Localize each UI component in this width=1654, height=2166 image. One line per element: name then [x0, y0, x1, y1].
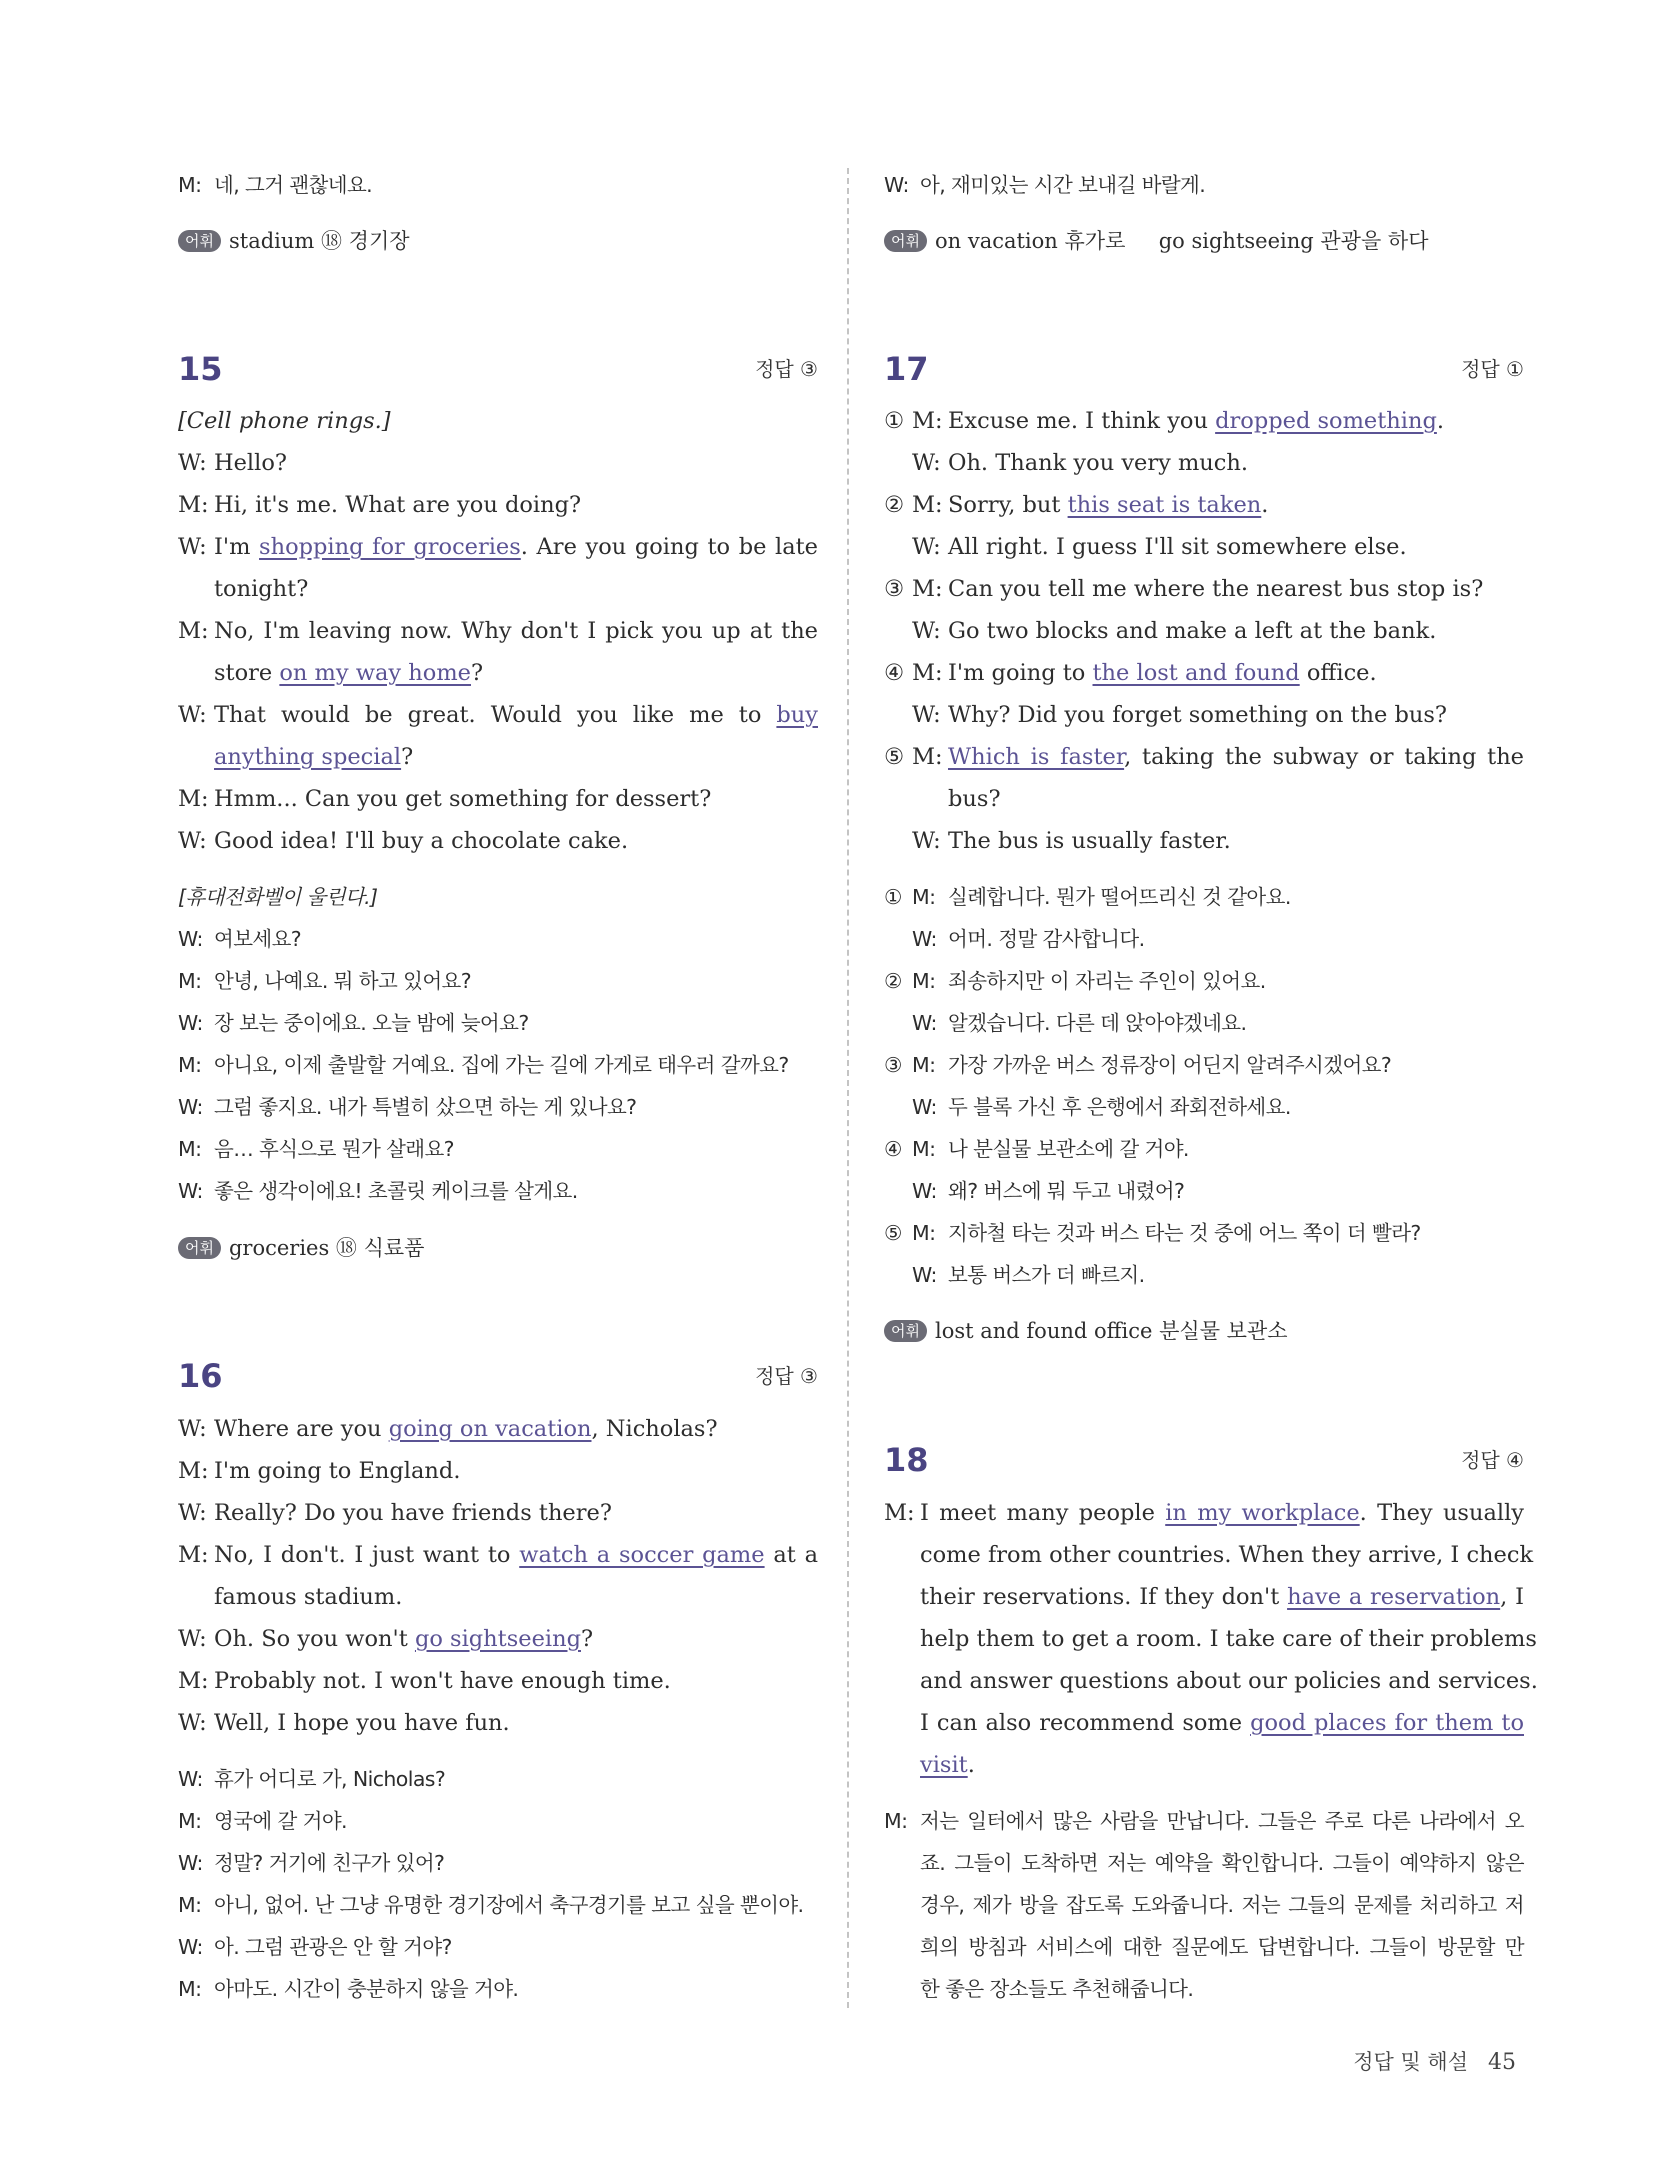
translation-line: W: 좋은 생각이에요! 초콜릿 케이크를 살게요. — [178, 1179, 578, 1203]
blank-phrase: on my way home — [279, 660, 471, 686]
dialogue-line: M: 네, 그거 괜찮네요. — [178, 173, 373, 197]
question-number: 15 — [178, 350, 223, 388]
option-line: ⑤ M: Which is faster, taking the subway or taking the — [884, 744, 1525, 770]
blank-phrase: buy — [776, 702, 818, 728]
option-reply: W: Why? Did you forget something on the bus? — [912, 702, 1447, 728]
dialogue-line-continued: famous stadium. — [214, 1584, 403, 1610]
translation-line: W: 아. 그럼 관광은 안 할 거야? — [178, 1935, 452, 1959]
translation-line: W: 여보세요? — [178, 927, 302, 951]
vocab-badge: 어휘 — [884, 230, 927, 252]
question-number: 18 — [884, 1441, 929, 1479]
translation-line: W: 두 블록 가신 후 은행에서 좌회전하세요. — [912, 1095, 1291, 1119]
option-line-continued: bus? — [948, 786, 1001, 812]
option-reply: W: Go two blocks and make a left at the bank. — [912, 618, 1437, 644]
blank-phrase: dropped something — [1215, 408, 1437, 434]
option-line: ③ M: Can you tell me where the nearest bus stop is? — [884, 576, 1484, 602]
translation-line: M: 아니, 없어. 난 그냥 유명한 경기장에서 축구경기를 보고 싶을 뿐이야. — [178, 1893, 804, 1917]
vocab-box: 어휘 stadium ⑱ 경기장 — [178, 226, 818, 256]
translation-line: W: 장 보는 중이에요. 오늘 밤에 늦어요? — [178, 1011, 529, 1035]
blank-phrase: shopping for groceries — [259, 534, 521, 560]
blank-phrase: have a reservation — [1287, 1584, 1501, 1610]
footer-label: 정답 및 해설 — [1353, 2050, 1468, 2074]
vocab-badge: 어휘 — [884, 1320, 927, 1342]
column-divider — [847, 168, 849, 2008]
translation-line: ④ M: 나 분실물 보관소에 갈 거야. — [884, 1137, 1189, 1161]
dialogue-line: W: Good idea! I'll buy a chocolate cake. — [178, 828, 629, 854]
translation-line: 경우, 제가 방을 잡도록 도와줍니다. 저는 그들의 문제를 처리하고 저 — [920, 1893, 1524, 1917]
dialogue-line-continued: store on my way home? — [214, 660, 484, 686]
option-reply: W: All right. I guess I'll sit somewhere else. — [912, 534, 1407, 560]
translation-line: ③ M: 가장 가까운 버스 정류장이 어딘지 알려주시겠어요? — [884, 1053, 1392, 1077]
translation-line: W: 정말? 거기에 친구가 있어? — [178, 1851, 445, 1875]
dialogue-line: M: Hi, it's me. What are you doing? — [178, 492, 582, 518]
dialogue-line: M: No, I'm leaving now. Why don't I pick you up at the — [178, 618, 818, 644]
vocab-box: 어휘 groceries ⑱ 식료품 — [178, 1233, 818, 1263]
option-number: ④ — [884, 660, 905, 686]
stage-direction: [Cell phone rings.] — [178, 408, 391, 434]
monologue-line: visit. — [920, 1752, 975, 1778]
vocab-box: 어휘 lost and found office 분실물 보관소 — [884, 1316, 1524, 1346]
translation-line: M: 아마도. 시간이 충분하지 않을 거야. — [178, 1977, 519, 2001]
translation-line: M: 안녕, 나예요. 뭐 하고 있어요? — [178, 969, 472, 993]
blank-phrase: visit — [920, 1752, 968, 1778]
translation-line: W: 그럼 좋지요. 내가 특별히 샀으면 하는 게 있나요? — [178, 1095, 637, 1119]
blank-phrase: Which is faster — [948, 744, 1125, 770]
translation-line: ② M: 죄송하지만 이 자리는 주인이 있어요. — [884, 969, 1266, 993]
monologue-line: M: I meet many people in my workplace. They usually — [884, 1500, 1524, 1526]
blank-phrase: anything special — [214, 744, 402, 770]
blank-phrase: going on vacation — [388, 1416, 592, 1442]
dialogue-line: W: Hello? — [178, 450, 287, 476]
translation-line: W: 알겠습니다. 다른 데 앉아야겠네요. — [912, 1011, 1247, 1035]
translation-line: M: 음… 후식으로 뭔가 살래요? — [178, 1137, 454, 1161]
blank-phrase: this seat is taken — [1067, 492, 1262, 518]
translation-line: M: 영국에 갈 거야. — [178, 1809, 347, 1833]
monologue-line: I can also recommend some good places for them to — [920, 1710, 1524, 1736]
question-number: 17 — [884, 350, 929, 388]
dialogue-line: M: Hmm... Can you get something for dessert? — [178, 786, 712, 812]
translation-line: 죠. 그들이 도착하면 저는 예약을 확인합니다. 그들이 예약하지 않은 — [920, 1851, 1524, 1875]
option-number: ② — [884, 492, 905, 518]
answer-label: 정답 ① — [1461, 357, 1524, 381]
option-number: ⑤ — [884, 744, 905, 770]
blank-phrase: go sightseeing — [414, 1626, 581, 1652]
dialogue-line: W: 아, 재미있는 시간 보내길 바랄게. — [884, 173, 1206, 197]
vocab-box: 어휘 on vacation 휴가로 go sightseeing 관광을 하다 — [884, 226, 1524, 256]
dialogue-line: W: Well, I hope you have fun. — [178, 1710, 510, 1736]
translation-line: W: 휴가 어디로 가, Nicholas? — [178, 1767, 446, 1791]
vocab-badge: 어휘 — [178, 230, 221, 252]
answer-label: 정답 ③ — [755, 1364, 818, 1388]
translation-line: ① M: 실례합니다. 뭔가 떨어뜨리신 것 같아요. — [884, 885, 1291, 909]
page-footer — [1353, 2046, 1516, 2076]
translation-line: W: 어머. 정말 감사합니다. — [912, 927, 1145, 951]
stage-direction-korean: [휴대전화벨이 울린다.] — [178, 885, 378, 909]
answer-label: 정답 ③ — [755, 357, 818, 381]
translation-line: W: 보통 버스가 더 빠르지. — [912, 1263, 1145, 1287]
dialogue-line: W: I'm shopping for groceries. Are you going to be late — [178, 534, 818, 560]
translation-line: 한 좋은 장소들도 추천해줍니다. — [920, 1977, 1194, 2001]
blank-phrase: the lost and found — [1092, 660, 1300, 686]
option-line: ① M: Excuse me. I think you dropped something. — [884, 408, 1445, 434]
monologue-line: and answer questions about our policies and services. — [920, 1668, 1538, 1694]
dialogue-line: W: Where are you going on vacation, Nicholas? — [178, 1416, 718, 1442]
monologue-line: their reservations. If they don't have a reservation, I — [920, 1584, 1524, 1610]
option-reply: W: The bus is usually faster. — [912, 828, 1231, 854]
translation-line: W: 왜? 버스에 뭐 두고 내렸어? — [912, 1179, 1185, 1203]
vocab-badge: 어휘 — [178, 1237, 221, 1259]
translation-line: 희의 방침과 서비스에 대한 질문에도 답변합니다. 그들이 방문할 만 — [920, 1935, 1524, 1959]
option-number: ① — [884, 408, 905, 434]
option-line: ④ M: I'm going to the lost and found office. — [884, 660, 1377, 686]
dialogue-line-continued: tonight? — [214, 576, 309, 602]
translation-line: ⑤ M: 지하철 타는 것과 버스 타는 것 중에 어느 쪽이 더 빨라? — [884, 1221, 1421, 1245]
dialogue-line: W: Oh. So you won't go sightseeing? — [178, 1626, 594, 1652]
blank-phrase: good places for them to — [1250, 1710, 1524, 1736]
option-reply: W: Oh. Thank you very much. — [912, 450, 1249, 476]
blank-phrase: in my workplace — [1165, 1500, 1360, 1526]
dialogue-line: M: I'm going to England. — [178, 1458, 461, 1484]
dialogue-line: M: Probably not. I won't have enough time. — [178, 1668, 671, 1694]
question-number: 16 — [178, 1357, 223, 1395]
option-line: ② M: Sorry, but this seat is taken. — [884, 492, 1269, 518]
blank-phrase: watch a soccer game — [519, 1542, 765, 1568]
option-number: ③ — [884, 576, 905, 602]
answer-label: 정답 ④ — [1461, 1448, 1524, 1472]
dialogue-line-continued: anything special? — [214, 744, 414, 770]
translation-line: M: 저는 일터에서 많은 사람을 만납니다. 그들은 주로 다른 나라에서 오 — [884, 1809, 1524, 1833]
monologue-line: come from other countries. When they arrive, I check — [920, 1542, 1534, 1568]
dialogue-line: W: Really? Do you have friends there? — [178, 1500, 612, 1526]
dialogue-line: M: No, I don't. I just want to watch a soccer game at a — [178, 1542, 819, 1568]
translation-line: M: 아니요, 이제 출발할 거예요. 집에 가는 길에 가게로 태우러 갈까요? — [178, 1053, 789, 1077]
dialogue-line: W: That would be great. Would you like me to buy — [178, 702, 818, 728]
monologue-line: help them to get a room. I take care of their problems — [920, 1626, 1537, 1652]
page-number: 45 — [1488, 2050, 1516, 2075]
